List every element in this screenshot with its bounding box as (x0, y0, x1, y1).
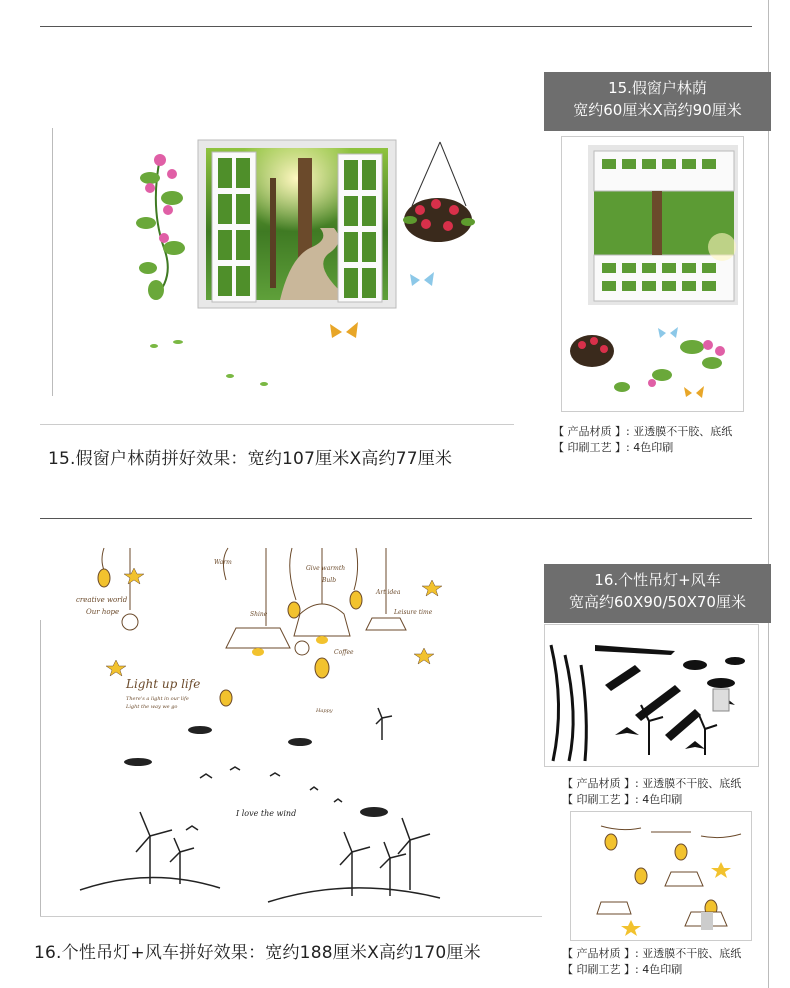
product-title-box-15 (544, 72, 771, 131)
text-light-sub1: There's a light in our life (126, 696, 189, 702)
text-creative-world: creative world (76, 596, 128, 604)
sticker-sheet-thumbnail-16b (570, 811, 752, 941)
left-guide-line-15 (52, 128, 53, 396)
printing-spec-16a: 【 印刷工艺 】: 4色印刷 (562, 793, 683, 806)
text-bulb: Bulb (322, 577, 337, 584)
middle-divider (40, 518, 752, 519)
text-light-up-life: Light up life (126, 677, 201, 691)
lamp-windmill-effect-image (60, 540, 540, 910)
caption-underline-16 (40, 916, 542, 917)
product-title-15: 15.假窗户林荫 (608, 79, 707, 97)
printing-spec-16b: 【 印刷工艺 】: 4色印刷 (562, 963, 683, 976)
text-our-hope: Our hope (86, 608, 120, 616)
sticker-sheet-thumbnail-16a (544, 624, 759, 767)
text-shine: Shine (250, 611, 268, 618)
printing-spec-15: 【 印刷工艺 】: 4色印刷 (553, 441, 674, 454)
effect-caption-15: 15.假窗户林荫拼好效果：宽约107厘米X高约77厘米 (48, 449, 453, 469)
window-forest-effect-image (120, 128, 500, 398)
effect-caption-16: 16.个性吊灯+风车拼好效果：宽约188厘米X高约170厘米 (34, 943, 481, 963)
text-light-sub2: Light the way we go (126, 704, 178, 710)
material-spec-16a: 【 产品材质 】: 亚透膜不干胶、底纸 (562, 777, 742, 790)
left-guide-line-16 (40, 620, 41, 916)
text-coffee: Coffee (334, 649, 354, 656)
product-title-box-16 (544, 564, 771, 623)
text-warm: Warm (214, 559, 232, 566)
text-give-warmth: Give warmth (306, 565, 346, 572)
text-happy: Happy (316, 708, 333, 714)
top-divider (40, 26, 752, 27)
text-art-idea: Art idea (376, 589, 401, 596)
product-size-15: 宽约60厘米X高约90厘米 (573, 101, 742, 119)
material-spec-15: 【 产品材质 】: 亚透膜不干胶、底纸 (553, 425, 733, 438)
text-love-wind: I love the wind (236, 809, 297, 818)
sticker-sheet-thumbnail-15 (561, 136, 744, 412)
text-leisure-time: Leisure time (394, 609, 433, 616)
right-border-line (768, 0, 769, 988)
caption-underline-15 (40, 424, 514, 425)
product-size-16: 宽高约60X90/50X70厘米 (569, 593, 746, 611)
product-title-16: 16.个性吊灯+风车 (594, 571, 721, 589)
material-spec-16b: 【 产品材质 】: 亚透膜不干胶、底纸 (562, 947, 742, 960)
